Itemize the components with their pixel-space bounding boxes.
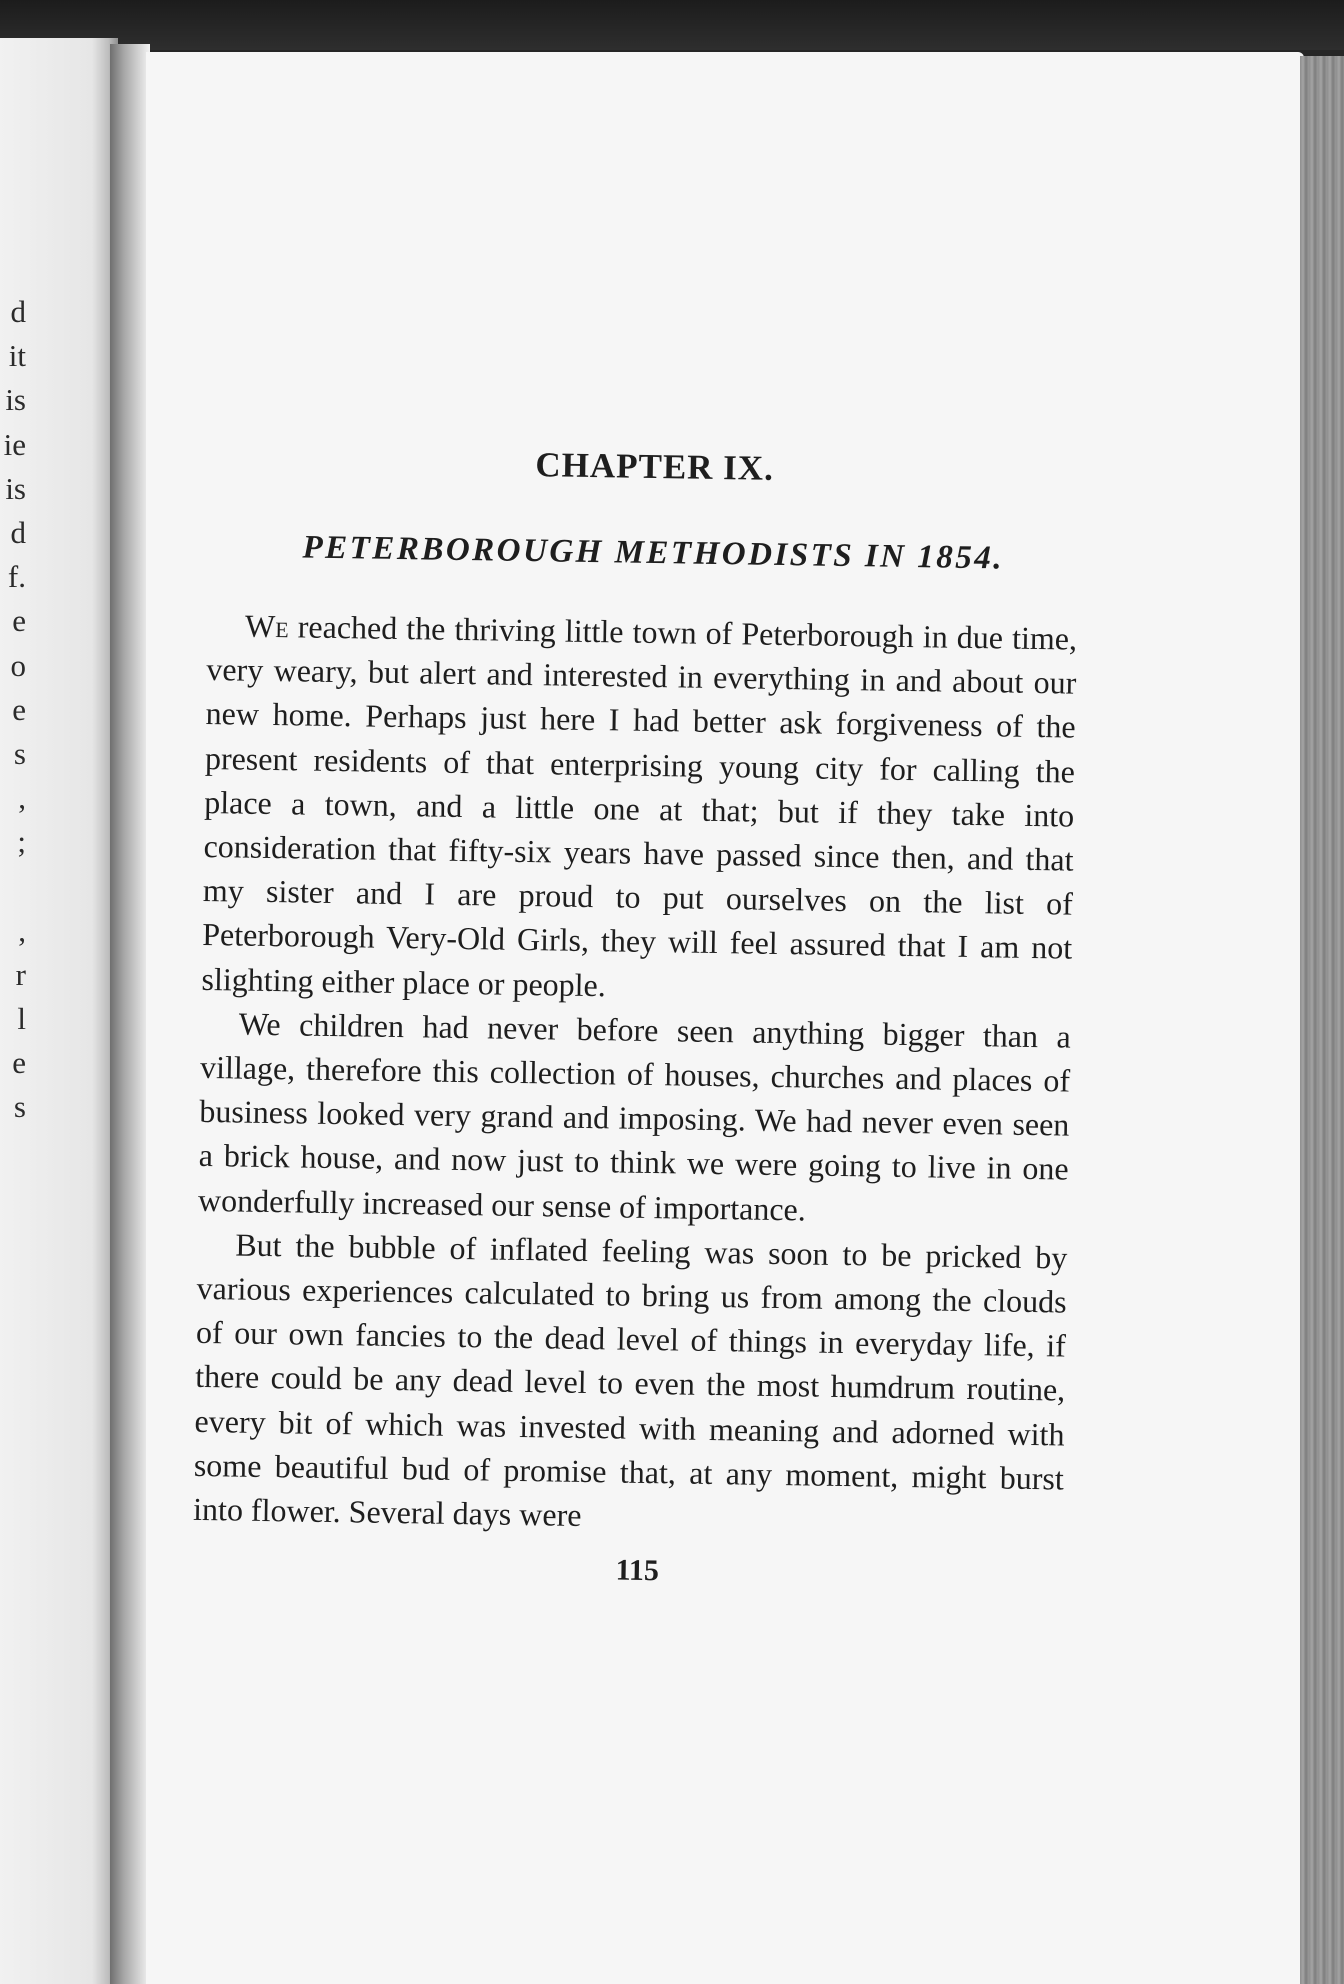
left-page-line-endings [0,290,40,1130]
left-line-ending [0,864,26,908]
left-line-ending: e [12,1045,26,1081]
left-page [0,38,118,1984]
paragraph-1-text: reached the thriving little town of Peterborough in due time, very weary, but alert and interested in everything in and about our new home. Perhaps just here I had better ask forgiveness of the present residents of that enterprising young city for calling the place a town, and a little one at that; but if they take into consideration that fifty-six years have passed since then, and that my sister and I are proud to put ourselves on the list of Peterborough Very-Old Girls, they will feel assured that I am not slighting either place or people. [201,608,1078,1003]
paragraph-lead-word: We [244,607,290,645]
left-line-ending: e [12,691,26,727]
book-gutter [110,44,150,1984]
left-line-ending: o [10,647,26,683]
left-line-ending: s [13,1089,26,1125]
page-number: 115 [615,1553,660,1588]
left-line-ending: ; [17,824,26,860]
left-line-ending: , [18,912,26,948]
left-line-ending: ie [3,426,26,462]
chapter-title: CHAPTER IX. [535,445,775,488]
scan-top-band [0,0,1344,50]
left-line-ending: r [15,956,26,992]
left-line-ending: e [12,603,26,639]
left-line-ending: s [13,735,26,771]
left-line-ending: d [10,514,26,550]
chapter-subtitle: PETERBOROUGH METHODISTS IN 1854. [302,529,1005,577]
left-line-ending: is [5,382,26,418]
paragraph-1 [201,603,1077,1014]
left-line-ending: , [18,780,26,816]
left-line-ending: is [5,470,26,506]
left-line-ending: it [8,338,26,374]
left-line-ending: d [10,294,26,329]
page-text-block [192,440,1080,1595]
left-line-ending: f. [7,559,26,595]
paragraph-2: We children had never before seen anything bigger than a village, therefore this collection of houses, churches and places of business looked very grand and imposing. We had never even seen a brick house, and now just to think we were going to live in one wonderfully increased our sense of importance. [197,1005,1072,1228]
left-line-ending: l [17,1001,26,1036]
paragraph-3: But the bubble of inflated feeling was soon to be pricked by various experiences calculated to bring us from among the clouds of our own fancies to the dead level of things in everyday life, if there could be any dead level to even the most humdrum routine, every bit of which was invested with meaning and adorned with some beautiful bud of promise that, at any moment, might burst into flower. Several days were [192,1226,1068,1534]
page-stack-edge [1300,56,1344,1984]
